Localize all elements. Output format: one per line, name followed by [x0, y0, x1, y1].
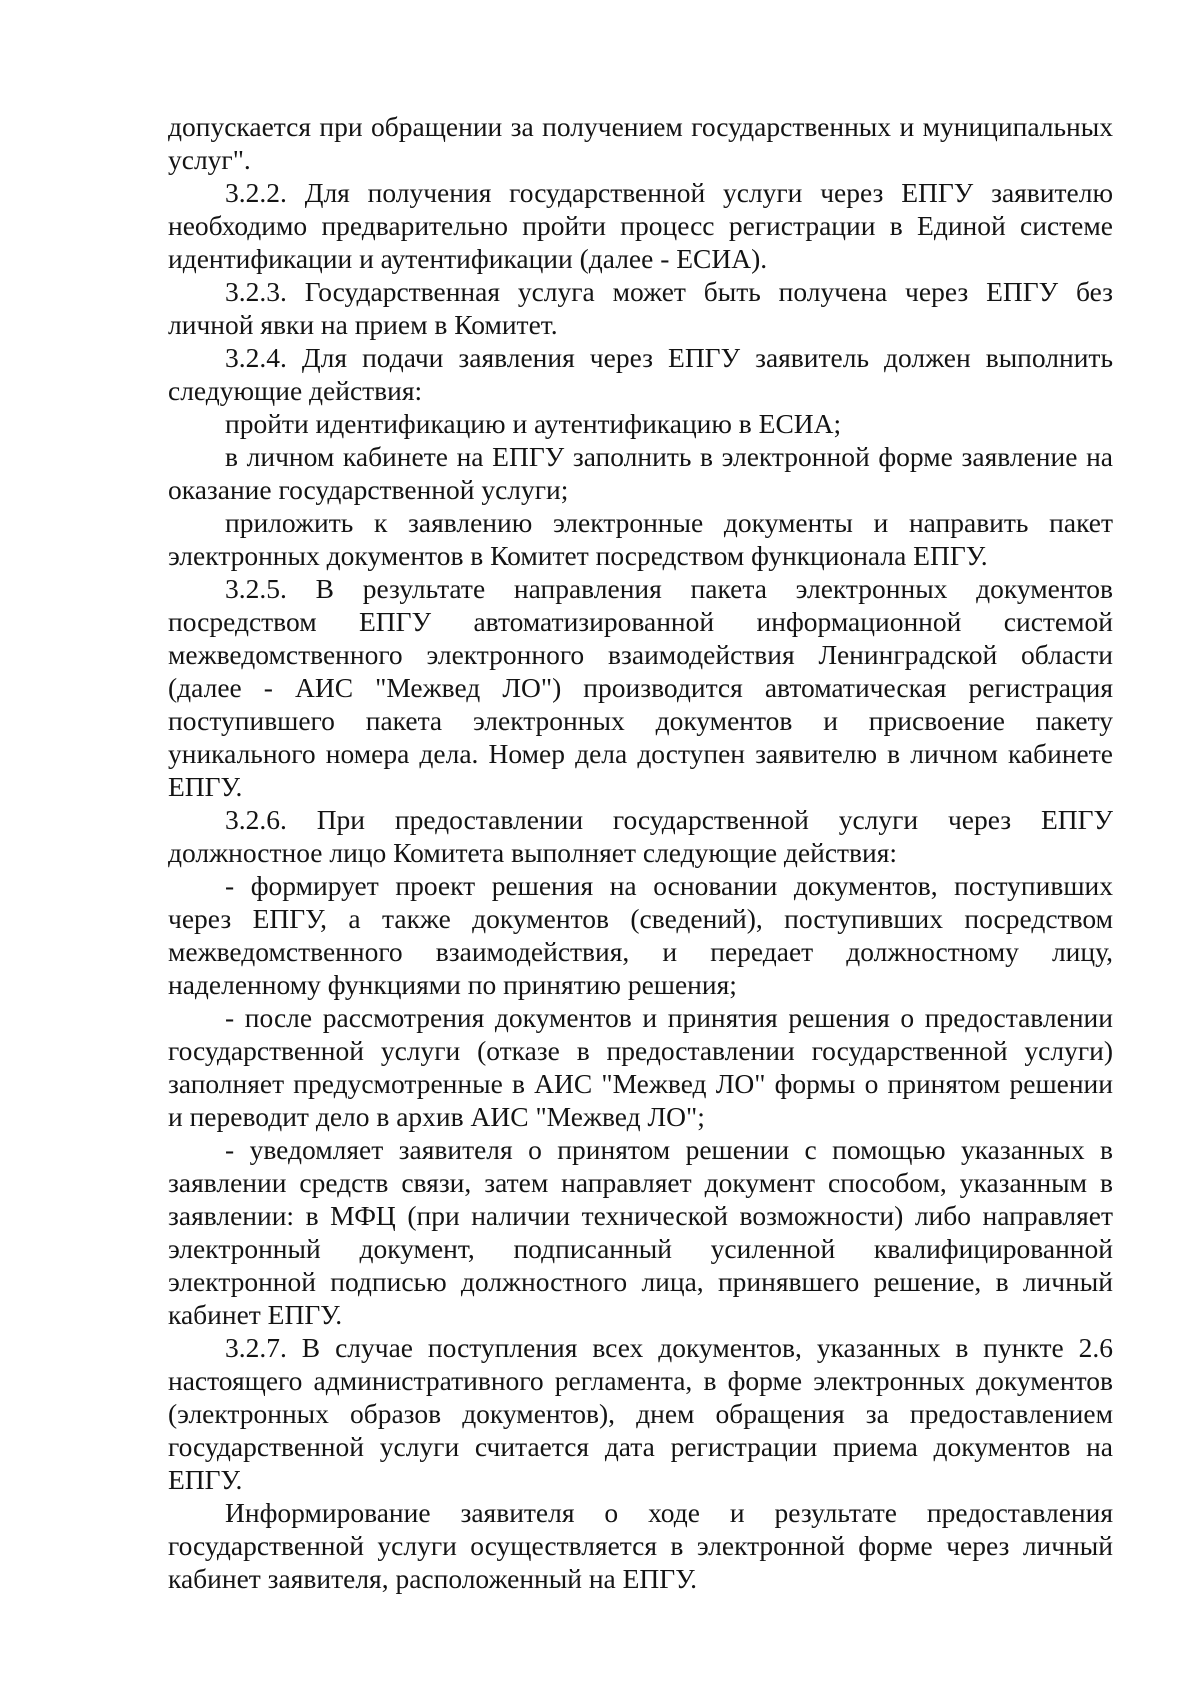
paragraph-3-2-7: 3.2.7. В случае поступления всех документов, указанных в пункте 2.6 настоящего административного регламента, в форме электронных документов (электронных образов документов), днем обращения за предоставлением государственной услуги считается дата регистрации приема документов на ЕПГУ. — [168, 1332, 1113, 1495]
paragraph-continuation: допускается при обращении за получением государственных и муниципальных услуг". — [168, 111, 1113, 175]
paragraph-draft-decision: - формирует проект решения на основании документов, поступивших через ЕПГУ, а также документов (сведений), поступивших посредством межведомственного взаимодействия, и передает должностному лицу, наделенному функциями по принятию решения; — [168, 870, 1113, 1000]
paragraph-3-2-4: 3.2.4. Для подачи заявления через ЕПГУ заявитель должен выполнить следующие действия: — [168, 342, 1113, 406]
paragraph-esia-step: пройти идентификацию и аутентификацию в ЕСИА; — [225, 408, 842, 439]
paragraph-3-2-6: 3.2.6. При предоставлении государственной услуги через ЕПГУ должностное лицо Комитета выполняет следующие действия: — [168, 804, 1113, 868]
paragraph-3-2-3: 3.2.3. Государственная услуга может быть получена через ЕПГУ без личной явки на прием в Комитет. — [168, 276, 1113, 340]
paragraph-fill-form-step: в личном кабинете на ЕПГУ заполнить в электронной форме заявление на оказание государственной услуги; — [168, 441, 1113, 505]
paragraph-fill-forms: - после рассмотрения документов и принятия решения о предоставлении государственной услуги (отказе в предоставлении государственной услуги) заполняет предусмотренные в АИС "Межвед ЛО" формы о принятом решении и переводит дело в архив АИС "Межвед ЛО"; — [168, 1002, 1113, 1132]
paragraph-3-2-5: 3.2.5. В результате направления пакета электронных документов посредством ЕПГУ автоматизированной информационной системой межведомственного электронного взаимодействия Ленинградской области (далее - АИС "Межвед ЛО") производится автоматическая регистрация поступившего пакета электронных документов и присвоение пакету уникального номера дела. Номер дела доступен заявителю в личном кабинете ЕПГУ. — [168, 573, 1113, 802]
paragraph-attach-docs-step: приложить к заявлению электронные документы и направить пакет электронных документов в Комитет посредством функционала ЕПГУ. — [168, 507, 1113, 571]
paragraph-3-2-2: 3.2.2. Для получения государственной услуги через ЕПГУ заявителю необходимо предварительно пройти процесс регистрации в Единой системе идентификации и аутентификации (далее - ЕСИА). — [168, 177, 1113, 274]
document-page — [168, 110, 1113, 1595]
paragraph-notify-applicant: - уведомляет заявителя о принятом решении с помощью указанных в заявлении средств связи, затем направляет документ способом, указанным в заявлении: в МФЦ (при наличии технической возможности) либо направляет электронный документ, подписанный усиленной квалифицированной электронной подписью должностного лица, принявшего решение, в личный кабинет ЕПГУ. — [168, 1134, 1113, 1330]
paragraph-informing: Информирование заявителя о ходе и результате предоставления государственной услуги осуществляется в электронной форме через личный кабинет заявителя, расположенный на ЕПГУ. — [168, 1497, 1113, 1594]
